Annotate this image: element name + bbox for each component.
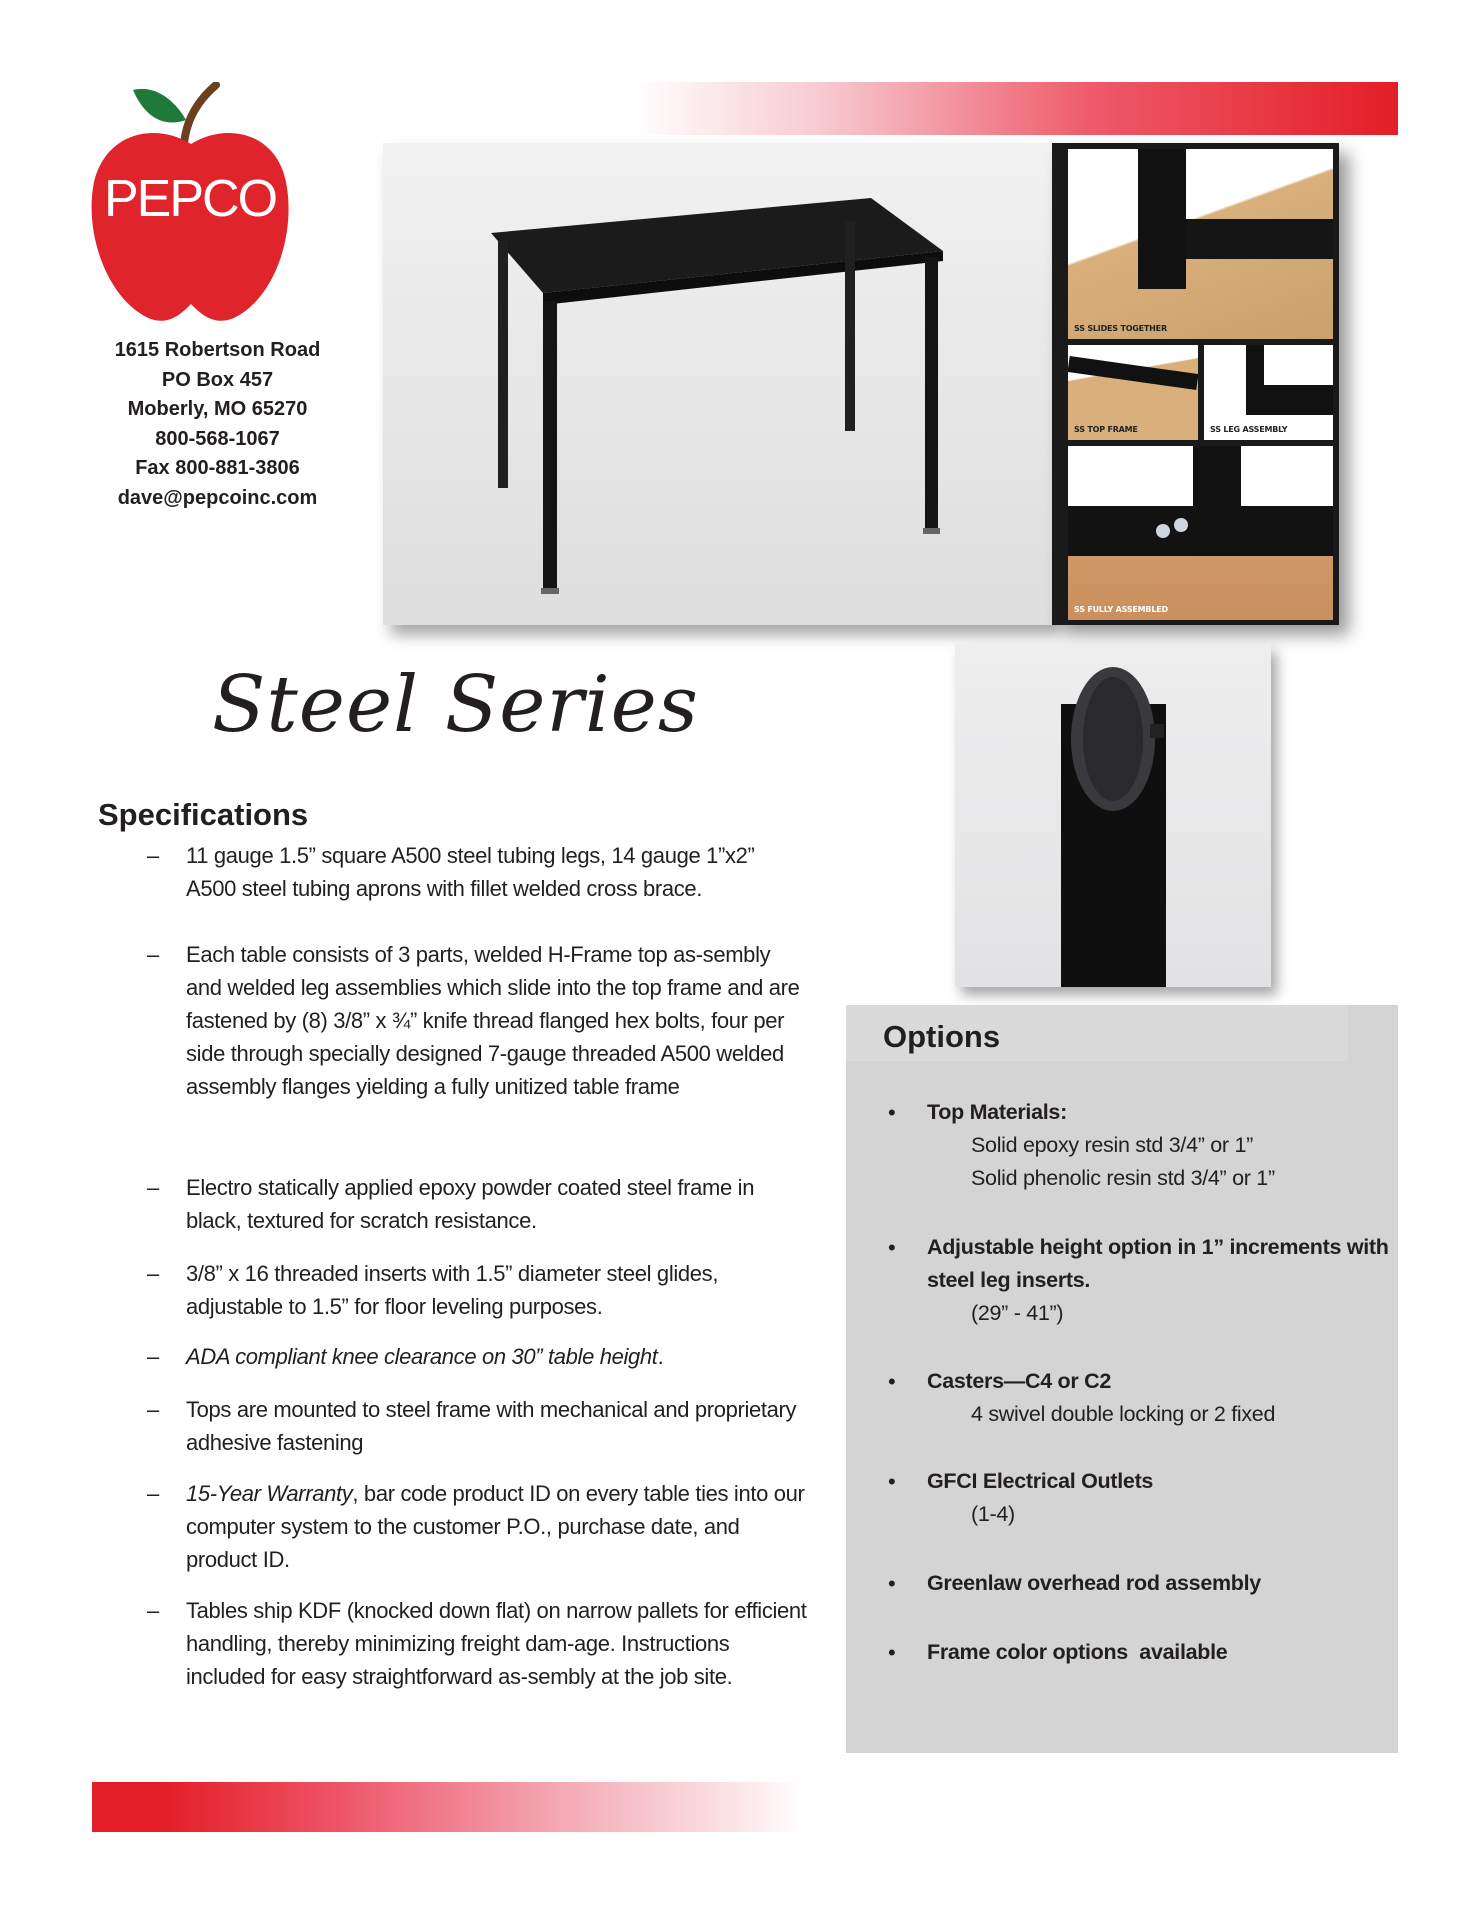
address-phone: 800-568-1067 <box>155 427 280 450</box>
option-detail: Solid epoxy resin std 3/4” or 1” <box>971 1133 1253 1157</box>
option-title: GFCI Electrical Outlets <box>927 1469 1154 1493</box>
dash-marker: – <box>147 1598 159 1623</box>
option-item <box>880 1465 1400 1531</box>
dash-marker: – <box>147 1175 159 1200</box>
label-slides-together: SS SLIDES TOGETHER <box>1074 324 1167 333</box>
options-heading: Options <box>883 1019 1001 1054</box>
spec-item <box>147 1393 807 1459</box>
bullet-marker: • <box>888 1100 896 1125</box>
dash-marker: – <box>147 843 159 868</box>
spec-text-tail: . <box>657 1344 664 1369</box>
contact-address <box>90 336 345 513</box>
bottom-accent-bar <box>92 1782 804 1832</box>
spec-text <box>186 1340 807 1373</box>
option-item <box>880 1231 1400 1330</box>
address-po-box: PO Box 457 <box>161 368 274 391</box>
spec-item <box>147 839 807 905</box>
top-accent-bar <box>634 82 1398 135</box>
bullet-marker: • <box>888 1235 896 1260</box>
bullet-marker: • <box>888 1369 896 1394</box>
dash-marker: – <box>147 942 159 967</box>
spec-item <box>147 1594 807 1693</box>
option-title: Top Materials: <box>927 1100 1067 1124</box>
option-title: Greenlaw overhead rod assembly <box>927 1571 1261 1595</box>
spec-text: Tables ship KDF (knocked down flat) on narrow pallets for efficient handling, thereby minimizing freight dam-age. Instructions included for easy straightforward as-sembly at the job site. <box>186 1598 807 1689</box>
address-street: 1615 Robertson Road <box>114 339 321 361</box>
caster-photo <box>955 644 1271 987</box>
spec-italic: ADA compliant knee clearance on 30” table height <box>186 1344 658 1369</box>
option-title: Frame color options available <box>927 1640 1228 1664</box>
option-detail: (29” - 41”) <box>971 1301 1064 1325</box>
option-item <box>880 1365 1400 1431</box>
label-fully-assembled: SS FULLY ASSEMBLED <box>1074 605 1168 614</box>
photo-slides-together <box>1068 149 1333 339</box>
spec-italic: 15-Year Warranty <box>186 1481 353 1506</box>
bullet-marker: • <box>888 1571 896 1596</box>
spec-item <box>147 1340 807 1373</box>
label-top-frame: SS TOP FRAME <box>1074 425 1138 434</box>
spec-text: Tops are mounted to steel frame with mechanical and proprietary adhesive fastening <box>186 1397 797 1455</box>
option-detail: Solid phenolic resin std 3/4” or 1” <box>971 1166 1275 1190</box>
option-item <box>880 1096 1400 1195</box>
spec-text: 3/8” x 16 threaded inserts with 1.5” diameter steel glides, adjustable to 1.5” for floor leveling purposes. <box>186 1261 719 1319</box>
table-product-photo <box>383 143 1052 625</box>
logo-text: PEPCO <box>103 170 277 228</box>
spec-item <box>147 1477 807 1576</box>
option-item <box>880 1567 1400 1600</box>
dash-marker: – <box>147 1397 159 1422</box>
photo-top-frame <box>1068 345 1198 440</box>
option-item <box>880 1636 1400 1669</box>
page-title: Steel Series <box>212 660 699 750</box>
spec-item <box>147 938 807 1103</box>
label-leg-assembly: SS LEG ASSEMBLY <box>1210 425 1288 434</box>
photo-fully-assembled <box>1068 446 1333 620</box>
option-detail: (1-4) <box>971 1502 1015 1526</box>
assembly-photo-collage <box>1052 143 1339 625</box>
bullet-marker: • <box>888 1469 896 1494</box>
option-title: Adjustable height option in 1” increments with steel leg inserts. <box>927 1235 1389 1292</box>
spec-text: Electro statically applied epoxy powder coated steel frame in black, textured for scratch resistance. <box>186 1175 755 1233</box>
dash-marker: – <box>147 1261 159 1286</box>
dash-marker: – <box>147 1481 159 1506</box>
spec-item <box>147 1257 807 1323</box>
spec-text <box>186 1477 807 1576</box>
option-title: Casters—C4 or C2 <box>927 1369 1111 1393</box>
dash-marker: – <box>147 1344 159 1369</box>
bullet-marker: • <box>888 1640 896 1665</box>
option-detail: 4 swivel double locking or 2 fixed <box>971 1402 1276 1426</box>
address-city: Moberly, MO 65270 <box>127 398 308 420</box>
specifications-heading: Specifications <box>98 797 309 832</box>
pepco-apple-logo <box>86 82 296 327</box>
spec-item <box>147 1171 807 1237</box>
spec-text: Each table consists of 3 parts, welded H-Frame top as-sembly and welded leg assemblies which slide into the top frame and are fastened by (8) 3/8” x ¾” knife thread flanged hex bolts, four per side through specially designed 7-gauge threaded A500 welded assembly flanges yielding a fully unitized table frame <box>186 942 800 1099</box>
address-email[interactable]: dave@pepcoinc.com <box>117 486 318 509</box>
spec-text: 11 gauge 1.5” square A500 steel tubing legs, 14 gauge 1”x2” A500 steel tubing aprons with fillet welded cross brace. <box>186 843 755 901</box>
address-fax: Fax 800-881-3806 <box>135 457 300 479</box>
spec-text-tail: , bar code product ID on every table ties into our computer system to the customer P.O., purchase date, and product ID. <box>186 1481 805 1572</box>
photo-leg-assembly <box>1204 345 1333 440</box>
